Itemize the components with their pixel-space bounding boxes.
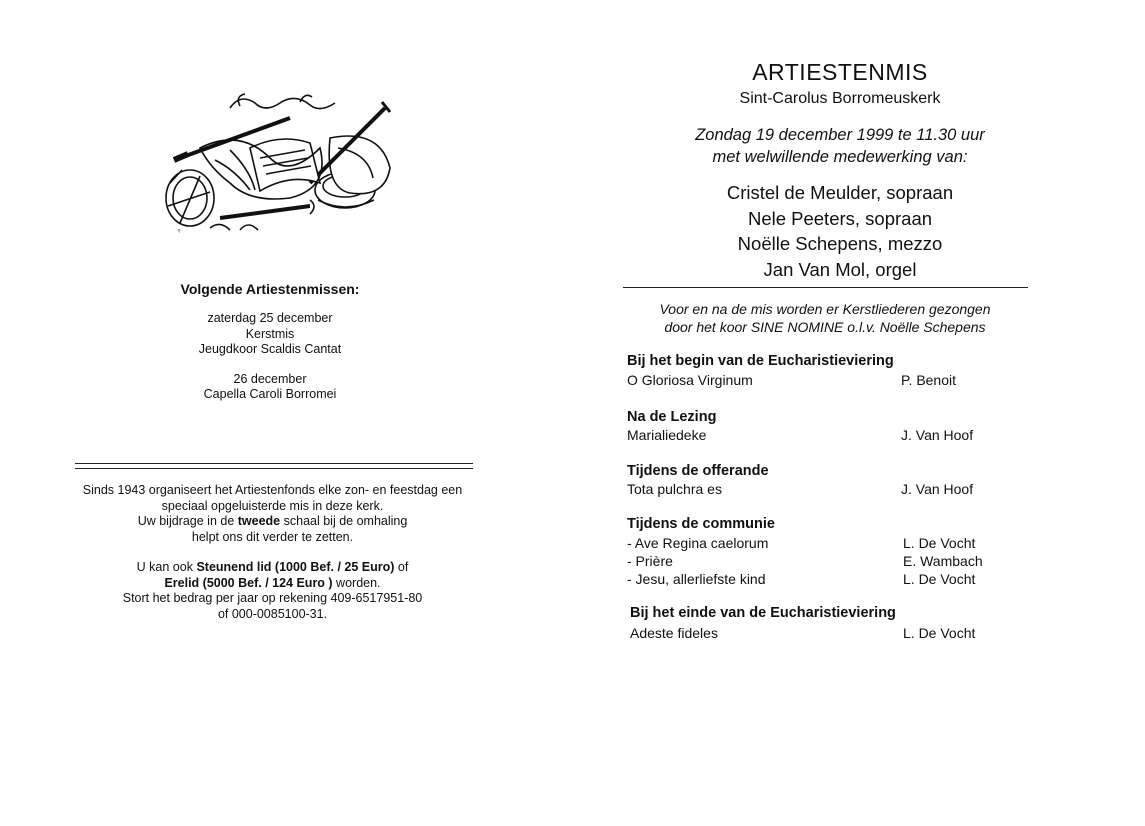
info-line <box>65 560 480 576</box>
info-line <box>65 576 480 592</box>
membership-supporting: Steunend lid (1000 Bef. / 25 Euro) <box>196 560 395 574</box>
info-text: Uw bijdrage in de <box>137 514 238 528</box>
choir-line: Voor en na de mis worden er Kerstliederen gezongen <box>659 301 991 317</box>
spacer <box>65 545 480 560</box>
info-text: schaal bij de omhaling <box>280 514 408 528</box>
piece-title: - Jesu, allerliefste kind <box>627 571 766 587</box>
composer: L. De Vocht <box>903 535 976 551</box>
piece-title: Tota pulchra es <box>627 481 722 497</box>
section-divider <box>75 463 473 469</box>
info-text: of <box>394 560 409 574</box>
info-line: Sinds 1943 organiseert het Artiestenfonds elke zon- en feestdag een <box>82 483 463 497</box>
next-mass-line: 26 december <box>233 371 307 386</box>
piece-title: O Gloriosa Virginum <box>627 372 753 388</box>
next-masses-list <box>120 311 420 403</box>
date-line: Zondag 19 december 1999 te 11.30 uur <box>695 126 985 144</box>
composer: L. De Vocht <box>903 571 976 587</box>
next-masses-heading: Volgende Artiestenmissen: <box>180 281 360 297</box>
musical-instruments-illustration <box>160 88 410 238</box>
spacer <box>120 358 420 372</box>
next-mass-line: Kerstmis <box>245 326 295 341</box>
piece-title: Adeste fideles <box>630 625 718 641</box>
composer: J. Van Hoof <box>901 481 974 497</box>
piece-title: - Prière <box>627 553 673 569</box>
program-section-title: Tijdens de offerande <box>627 463 769 479</box>
choir-line: door het koor SINE NOMINE o.l.v. Noëlle Schepens <box>664 319 986 335</box>
info-line <box>65 514 480 530</box>
program-section-title: Bij het einde van de Eucharistieviering <box>630 605 896 621</box>
performer: Cristel de Meulder, sopraan <box>726 182 954 203</box>
piece-title: - Ave Regina caelorum <box>627 535 769 551</box>
bank-account-line: Stort het bedrag per jaar op rekening 409-6517951-80 <box>122 591 423 605</box>
composer: L. De Vocht <box>903 625 976 641</box>
next-mass-line: zaterdag 25 december <box>207 311 333 325</box>
performers-list <box>640 180 1040 282</box>
page-title: ARTIESTENMIS <box>752 59 928 85</box>
info-line: speciaal opgeluisterde mis in deze kerk. <box>161 498 384 513</box>
performer: Nele Peeters, sopraan <box>747 207 933 229</box>
choir-note <box>620 300 1030 336</box>
composer: P. Benoit <box>901 372 957 388</box>
composer: E. Wambach <box>903 553 983 569</box>
date-block <box>640 124 1040 168</box>
composer: J. Van Hoof <box>901 427 974 443</box>
info-emphasis: tweede <box>237 514 281 528</box>
membership-honorary: Erelid (5000 Bef. / 124 Euro ) <box>164 575 333 590</box>
artist-fund-info <box>65 483 480 622</box>
program-section-title: Na de Lezing <box>627 409 717 425</box>
church-name: Sint-Carolus Borromeuskerk <box>739 90 941 107</box>
piece-title: Marialiedeke <box>627 427 707 443</box>
bank-account-line: of 000-0085100-31. <box>217 606 328 621</box>
program-section-title: Tijdens de communie <box>627 516 775 532</box>
info-text: U kan ook <box>136 560 197 574</box>
next-mass-line: Jeugdkoor Scaldis Cantat <box>198 342 342 356</box>
cooperation-line: met welwillende medewerking van: <box>712 148 968 166</box>
program-section-title: Bij het begin van de Eucharistieviering <box>627 353 894 369</box>
info-text: worden. <box>332 575 381 590</box>
performer: Jan Van Mol, orgel <box>763 258 917 280</box>
next-mass-line: Capella Caroli Borromei <box>203 387 337 401</box>
info-line: helpt ons dit verder te zetten. <box>191 529 354 544</box>
performer: Noëlle Schepens, mezzo <box>737 233 943 254</box>
section-divider <box>623 287 1028 288</box>
svg-text:ᵑ: ᵑ <box>178 229 181 235</box>
